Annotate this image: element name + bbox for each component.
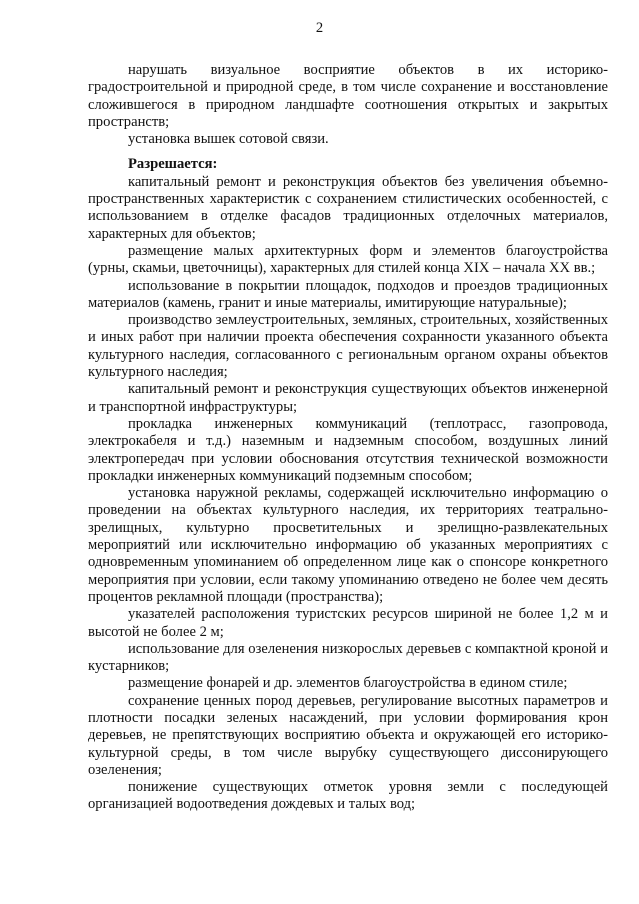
paragraph: указателей расположения туристских ресурсов шириной не более 1,2 м и высотой не более 2 м; xyxy=(88,606,608,640)
paragraph: сохранение ценных пород деревьев, регулирование высотных параметров и плотности посадки зеленых насаждений, при условии формирования крон деревьев, не препятствующих восприятию объекта и окружающей его историко-культурной среды, в том числе вырубку существующего диссонирующего озеленения; xyxy=(88,692,608,778)
paragraph: размещение фонарей и др. элементов благоустройства в едином стиле; xyxy=(128,675,568,692)
paragraph: производство землеустроительных, земляных, строительных, хозяйственных и иных работ при наличии проекта обеспечения сохранности указанного объекта культурного наследия, согласованного с региональным органом охраны объектов культурного наследия; xyxy=(88,312,608,381)
paragraph: капитальный ремонт и реконструкция существующих объектов инженерной и транспортной инфраструктуры; xyxy=(88,381,608,415)
document-body xyxy=(88,62,608,814)
page-number: 2 xyxy=(315,20,324,36)
paragraph: установка наружной рекламы, содержащей исключительно информацию о проведении на объектах культурного наследия, их территориях театрально-зрелищных, культурно просветительных и зрелищно-развлекательных мероприятий или исключительно информацию об указанных мероприятиях с одновременным упоминанием об определенном лице как о спонсоре конкретного мероприятия при условии, если такому упоминанию отведено не более чем десять процентов рекламной площади (пространства); xyxy=(88,485,608,605)
paragraph: понижение существующих отметок уровня земли с последующей организацией водоотведения дождевых и талых вод; xyxy=(88,779,608,813)
paragraph: капитальный ремонт и реконструкция объектов без увеличения объемно-пространственных характеристик с сохранением стилистических особенностей, с использованием в отделке фасадов традиционных отделочных материалов, характерных для объектов; xyxy=(88,173,608,242)
paragraph: установка вышек сотовой связи. xyxy=(128,131,329,148)
paragraph: использование для озеленения низкорослых деревьев с компактной кроной и кустарников; xyxy=(88,640,608,675)
paragraph: прокладка инженерных коммуникаций (теплотрасс, газопровода, электрокабеля и т.д.) наземным и надземным способом, воздушных линий электропередач при условии обоснования отсутствия технической возможности прокладки инженерных коммуникаций подземным способом; xyxy=(88,415,608,484)
section-heading: Разрешается: xyxy=(128,156,218,173)
paragraph: использование в покрытии площадок, подходов и проездов традиционных материалов (камень, гранит и иные материалы, имитирующие натуральные); xyxy=(88,277,608,311)
paragraph: нарушать визуальное восприятие объектов в их историко-градостроительной и природной среде, в том числе сохранение и восстановление сложившегося в природном ландшафте соотношения открытых и закрытых пространств; xyxy=(88,62,608,130)
paragraph: размещение малых архитектурных форм и элементов благоустройства (урны, скамьи, цветочницы), характерных для стилей конца XIX – начала XX вв.; xyxy=(88,242,608,277)
